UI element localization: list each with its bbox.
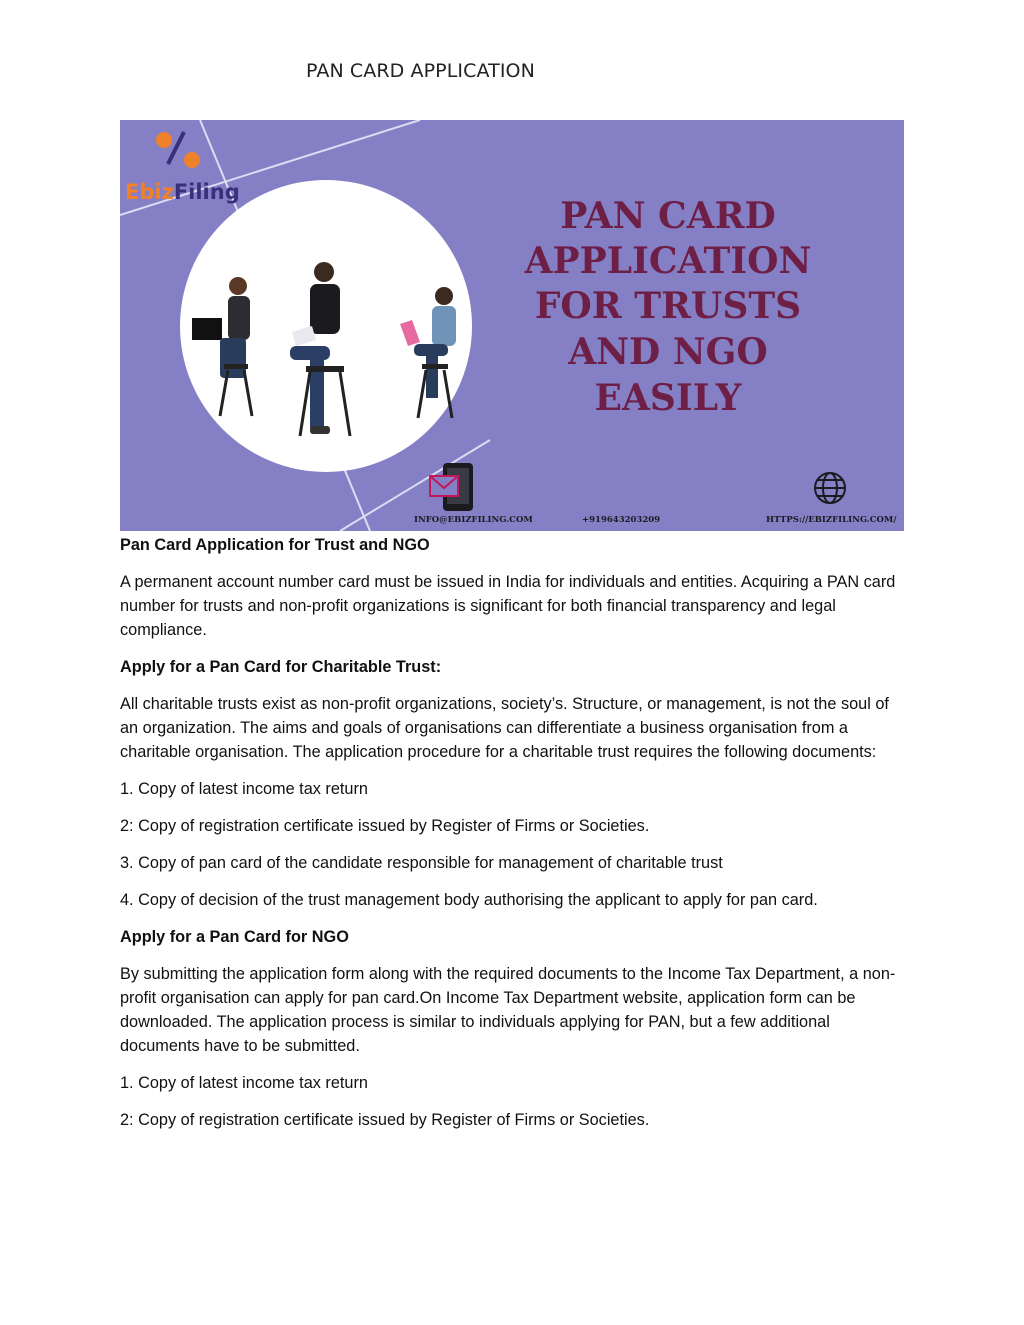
list-item: 1. Copy of latest income tax return	[120, 1074, 368, 1092]
banner-headline	[524, 195, 812, 419]
list-item: 3. Copy of pan card of the candidate responsible for management of charitable trust	[120, 854, 723, 872]
envelope-icon	[430, 476, 458, 496]
ebizfiling-logo	[125, 132, 240, 204]
section-heading: Apply for a Pan Card for NGO	[120, 928, 349, 946]
section-heading: Apply for a Pan Card for Charitable Trust:	[120, 658, 442, 676]
banner-graphic	[120, 120, 904, 531]
list-item: 1. Copy of latest income tax return	[120, 780, 368, 798]
logo-text-filing: Filing	[173, 180, 240, 204]
list-item: 2: Copy of registration certificate issued by Register of Firms or Societies.	[120, 817, 650, 835]
logo-text-ebiz: Ebiz	[125, 180, 174, 204]
paragraph: All charitable trusts exist as non-profit organizations, society’s. Structure, or management, is not the soul of an organization. The aims and goals of organisations can differentiate a business organisation from a charitable organisation. The application procedure for a charitable trust requires the following documents:	[120, 695, 889, 761]
headline-line: AND NGO	[568, 331, 768, 373]
section-heading: Pan Card Application for Trust and NGO	[120, 536, 430, 554]
headline-line: APPLICATION	[524, 240, 812, 282]
article-body	[120, 533, 910, 1132]
list-item: 4. Copy of decision of the trust management body authorising the applicant to apply for pan card.	[120, 891, 818, 909]
paragraph: By submitting the application form along with the required documents to the Income Tax Department, a non-profit organisation can apply for pan card.On Income Tax Department website, application form can be downloaded. The application process is similar to individuals applying for PAN, but a few additional documents have to be submitted.	[120, 965, 896, 1055]
contact-phone: +919643203209	[582, 515, 661, 525]
globe-icon	[815, 473, 845, 503]
svg-text:EbizFiling	[125, 180, 240, 204]
headline-line: PAN CARD	[560, 195, 776, 237]
banner-image	[120, 120, 904, 531]
page-title: PAN CARD APPLICATION	[306, 60, 535, 82]
headline-line: FOR TRUSTS	[534, 285, 802, 327]
headline-line: EASILY	[594, 377, 742, 419]
contact-email: INFO@EBIZFILING.COM	[414, 515, 533, 525]
list-item: 2: Copy of registration certificate issued by Register of Firms or Societies.	[120, 1111, 650, 1129]
contact-website: HTTPS://EBIZFILING.COM/	[766, 515, 897, 525]
paragraph: A permanent account number card must be issued in India for individuals and entities. Acquiring a PAN card number for trusts and non-profit organizations is significant for both financial transparency and legal compliance.	[120, 573, 896, 639]
